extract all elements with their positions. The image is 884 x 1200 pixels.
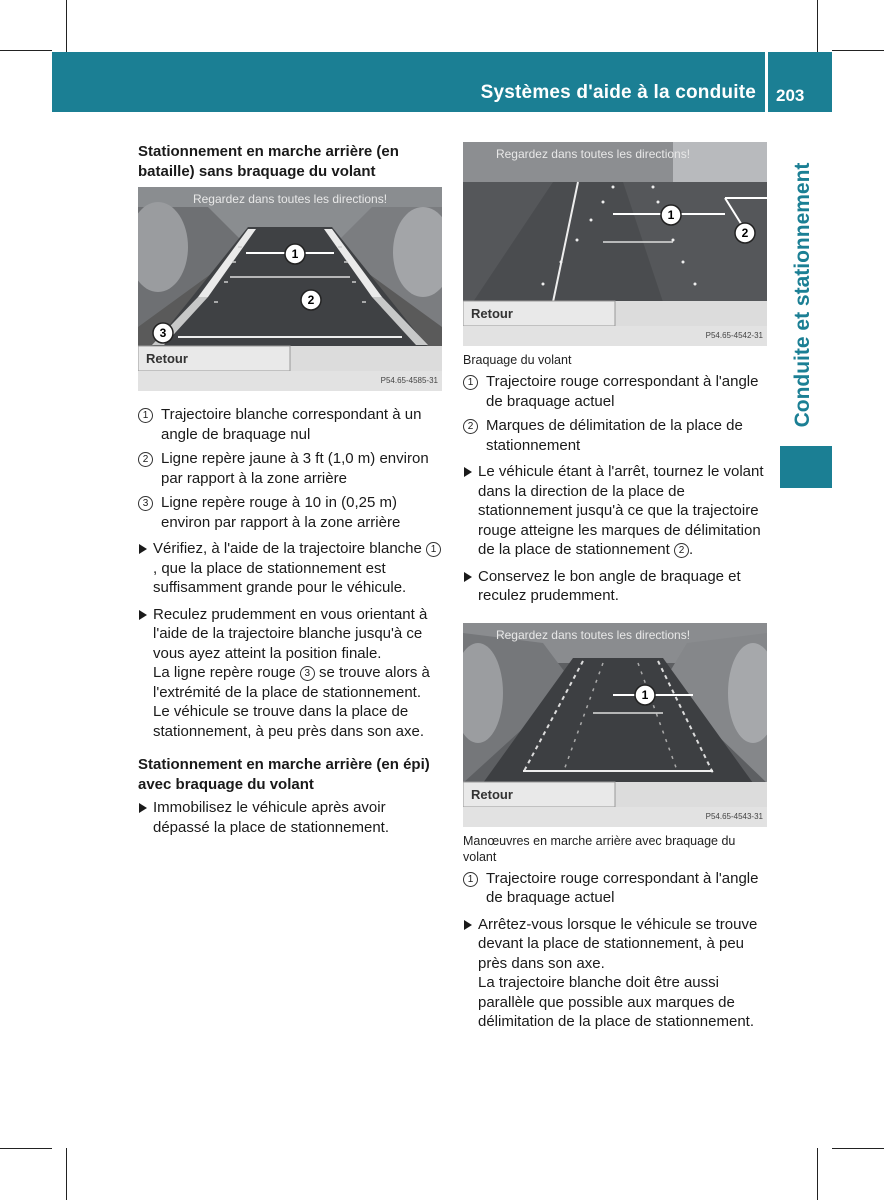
figure-code: P54.65-4542-31 bbox=[463, 326, 767, 346]
camera-image bbox=[463, 623, 767, 807]
left-column bbox=[138, 142, 444, 842]
bullet-arrow-icon bbox=[464, 920, 472, 930]
marker-3 bbox=[153, 323, 173, 343]
section-heading: Stationnement en marche arrière (en bataille) sans braquage du volant bbox=[138, 143, 399, 180]
legend-item: 1 Trajectoire rouge correspondant à l'angle de braquage actuel bbox=[463, 869, 769, 908]
crop-mark bbox=[817, 1148, 818, 1200]
camera-image bbox=[138, 187, 442, 371]
svg-text:1: 1 bbox=[641, 687, 649, 702]
svg-text:2: 2 bbox=[307, 293, 315, 307]
legend-item: 3 Ligne repère rouge à 10 in (0,25 m) environ par rapport à la zone arrière bbox=[138, 493, 444, 532]
bullet-arrow-icon bbox=[139, 544, 147, 554]
figure-code: P54.65-4585-31 bbox=[138, 371, 442, 391]
crop-mark bbox=[66, 0, 67, 52]
svg-text:1: 1 bbox=[291, 247, 299, 261]
legend-item: 2 Marques de délimitation de la place de stationnement bbox=[463, 416, 769, 455]
instruction-bullet: Le véhicule étant à l'arrêt, tournez le volant dans la direction de la place de stationnement jusqu'à ce que la trajectoire rouge atteigne les marques de délimitation de la place de stationnement 2 . bbox=[463, 462, 769, 560]
marker-2 bbox=[735, 223, 755, 243]
figure-code: P54.65-4543-31 bbox=[463, 807, 767, 827]
instruction-bullet: Immobilisez le véhicule après avoir dépassé la place de stationnement. bbox=[138, 798, 444, 837]
crop-mark bbox=[832, 1148, 884, 1149]
retour-button[interactable]: Retour bbox=[471, 786, 513, 802]
figure-caption: Braquage du volant bbox=[463, 353, 572, 367]
bullet-arrow-icon bbox=[139, 803, 147, 813]
overlay-warning-text: Regardez dans toutes les directions! bbox=[495, 147, 691, 161]
svg-text:3: 3 bbox=[159, 326, 167, 340]
retour-button[interactable]: Retour bbox=[471, 306, 513, 321]
chapter-side-tab bbox=[779, 150, 827, 440]
retour-button[interactable]: Retour bbox=[146, 351, 188, 366]
instruction-bullet: Reculez prudemment en vous orientant à l'aide de la trajectoire blanche jusqu'à ce vous ayez atteint la position finale. La ligne repère rouge 3 se trouve alors à l'extrémité de la place de stationnement. Le véhicule se trouve dans la place de stationnement, à peu près dans son axe. bbox=[138, 605, 444, 742]
legend-item: 2 Ligne repère jaune à 3 ft (1,0 m) environ par rapport à la zone arrière bbox=[138, 449, 444, 488]
marker-1 bbox=[661, 205, 681, 225]
camera-figure-straight bbox=[138, 187, 442, 391]
marker-2 bbox=[301, 290, 321, 310]
crop-mark bbox=[832, 50, 884, 51]
chapter-marker-block bbox=[780, 446, 832, 488]
svg-text:2: 2 bbox=[741, 226, 749, 240]
bullet-arrow-icon bbox=[139, 610, 147, 620]
instruction-bullet: Vérifiez, à l'aide de la trajectoire blanche 1, que la place de stationnement est suffisamment grande pour le véhicule. bbox=[138, 539, 444, 598]
figure-caption: Manœuvres en marche arrière avec braquage du volant bbox=[463, 833, 736, 864]
instruction-bullet: Conservez le bon angle de braquage et reculez prudemment. bbox=[463, 567, 769, 606]
right-column bbox=[463, 142, 769, 1037]
camera-figure-steering bbox=[463, 142, 767, 346]
section-subheading: Stationnement en marche arrière (en épi) avec braquage du volant bbox=[138, 756, 430, 793]
legend-item: 1 Trajectoire blanche correspondant à un angle de braquage nul bbox=[138, 405, 444, 444]
instruction-bullet: Arrêtez-vous lorsque le véhicule se trouve devant la place de stationnement, à peu près dans son axe. La trajectoire blanche doit être aussi parallèle que possible aux marques de délimitation de la place de stationnement. bbox=[463, 915, 769, 1032]
overlay-warning-text: Regardez dans toutes les directions! bbox=[495, 627, 691, 642]
legend-item: 1 Trajectoire rouge correspondant à l'angle de braquage actuel bbox=[463, 372, 769, 411]
camera-image bbox=[463, 142, 767, 326]
page-number: 203 bbox=[776, 86, 805, 105]
svg-text:1: 1 bbox=[667, 208, 675, 222]
overlay-warning-text: Regardez dans toutes les directions! bbox=[192, 192, 388, 206]
marker-1 bbox=[635, 685, 655, 705]
bullet-arrow-icon bbox=[464, 467, 472, 477]
bullet-arrow-icon bbox=[464, 572, 472, 582]
page-header-title: Systèmes d'aide à la conduite bbox=[480, 82, 756, 103]
crop-mark bbox=[0, 1148, 52, 1149]
crop-mark bbox=[0, 50, 52, 51]
camera-figure-maneuver bbox=[463, 623, 767, 827]
crop-mark bbox=[817, 0, 818, 52]
crop-mark bbox=[66, 1148, 67, 1200]
chapter-side-tab-label: Conduite et stationnement bbox=[791, 162, 814, 428]
marker-1 bbox=[285, 244, 305, 264]
